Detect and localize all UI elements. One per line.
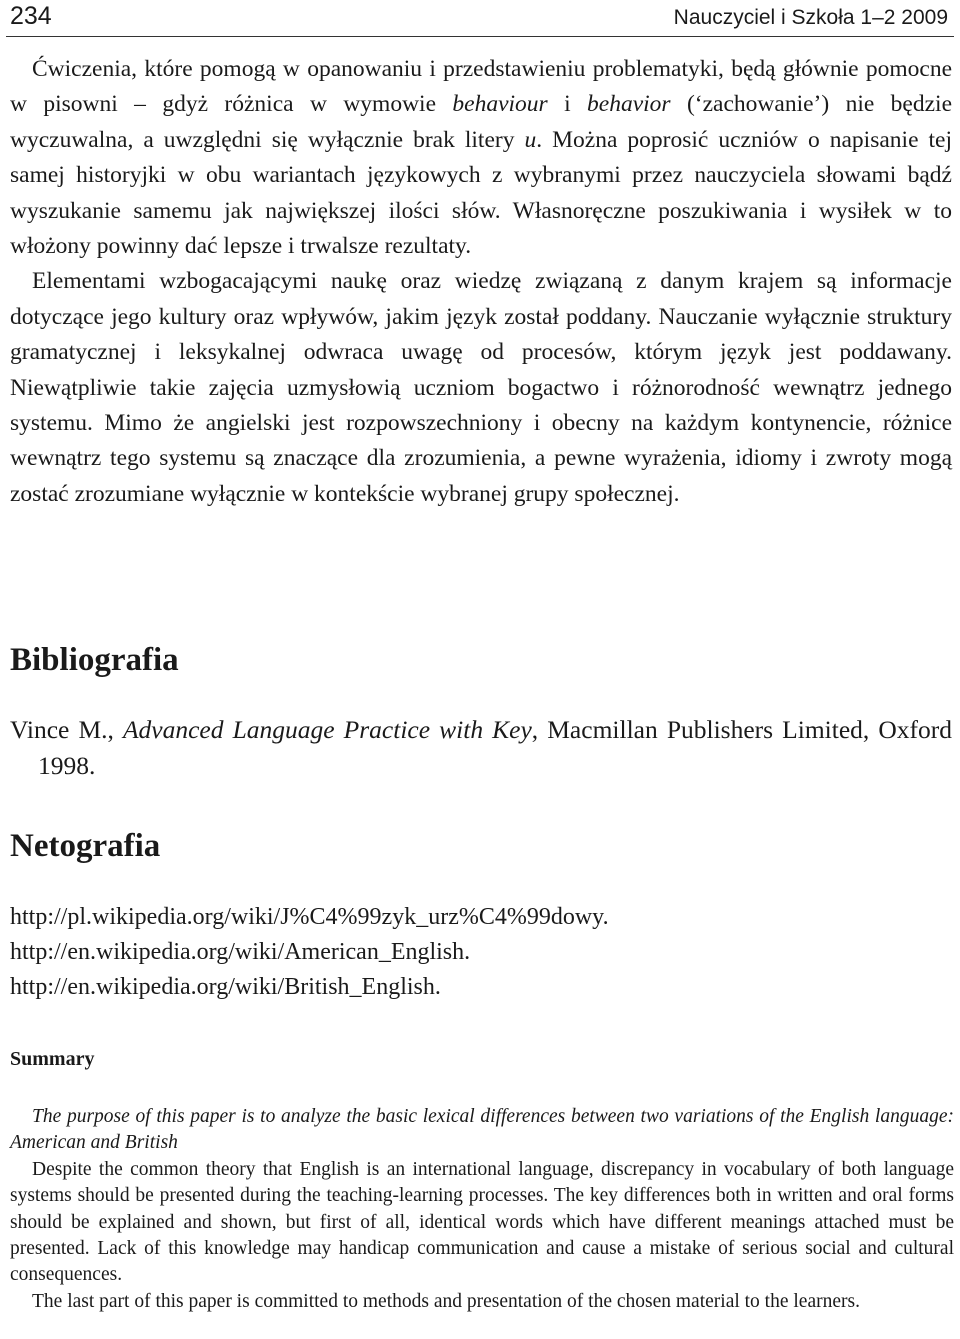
page-header — [6, 2, 954, 37]
text-run: . Można poprosić uczniów o napisanie tej samej historyjki w obu wariantach językowych z wybranymi przez nauczyciela słowami bądź wyszukanie samemu jak największej ilości słów. Własnoręczne poszukiwania i wysiłek w to włożony powinny dać lepsze i trwalsze rezultaty. — [10, 126, 953, 260]
bib-author: Vince M. — [10, 715, 108, 744]
bib-title: Advanced Language Practice with Key — [122, 715, 532, 744]
bib-publisher: , Macmillan Publishers Limited, Oxford 1998. — [38, 715, 953, 780]
summary-lead: The purpose of this paper is to analyze the basic lexical differences between two variations of the English language: American and British — [10, 1106, 954, 1154]
text-run: (‘zachowanie’) nie będzie wyczuwalna, a uwzględni się wyłącznie brak litery — [10, 91, 953, 153]
summary-body — [10, 1104, 954, 1315]
summary-heading: Summary — [10, 1048, 95, 1070]
link-item[interactable]: http://en.wikipedia.org/wiki/British_English. — [10, 974, 441, 1000]
term-behaviour: behaviour — [452, 91, 548, 118]
page-number: 234 — [10, 2, 52, 30]
bib-separator: , — [107, 715, 123, 744]
bibliography-entry — [10, 712, 952, 784]
text-run: i — [547, 91, 588, 118]
netography-heading: Netografia — [10, 828, 161, 864]
netography-list — [10, 900, 609, 1005]
paragraph-exercises — [10, 52, 952, 264]
term-behavior: behavior — [587, 91, 671, 118]
letter-u: u — [524, 126, 537, 153]
paragraph-culture: Elementami wzbogacającymi naukę oraz wiedzę związaną z danym krajem są informacje dotyczące jego kultury oraz wpływów, jakim język został poddany. Nauczanie wyłącznie struktury gramatycznej i leksykalnej odwraca uwagę od procesów, którym język jest poddawany. Niewątpliwie takie zajęcia uzmysłowią uczniom bogactwo i różnorodność wewnątrz jednego systemu. Mimo że angielski jest rozpowszechniony i obecny na każdym kontynencie, różnice wewnątrz tego systemu są znaczące dla zrozumienia, a pewne wyrażenia, idiomy i zwroty mogą zostać zrozumiane wyłącznie w kontekście wybranej grupy społecznej. — [10, 268, 952, 507]
link-item[interactable]: http://en.wikipedia.org/wiki/American_English. — [10, 939, 471, 965]
running-title: Nauczyciel i Szkoła 1–2 2009 — [673, 6, 948, 29]
body-text — [10, 52, 952, 512]
summary-paragraph: Despite the common theory that English is an international language, discrepancy in vocabulary of both language systems should be presented during the teaching-learning processes. The key differences both in written and oral forms should be explained and shown, but first of all, identical words which have different meanings attached must be presented. Lack of this knowledge may handicap communication and cause a mistake of serious social and cultural consequences. — [10, 1158, 954, 1286]
summary-paragraph: The last part of this paper is committed to methods and presentation of the chosen material to the learners. — [32, 1290, 860, 1312]
bibliography-heading: Bibliografia — [10, 642, 179, 678]
text-run: Ćwiczenia, które pomogą w opanowaniu i przedstawieniu problematyki, będą głównie pomocne w pisowni – gdyż różnica w wymowie — [10, 56, 952, 118]
link-item[interactable]: http://pl.wikipedia.org/wiki/J%C4%99zyk_urz%C4%99dowy. — [10, 904, 609, 930]
